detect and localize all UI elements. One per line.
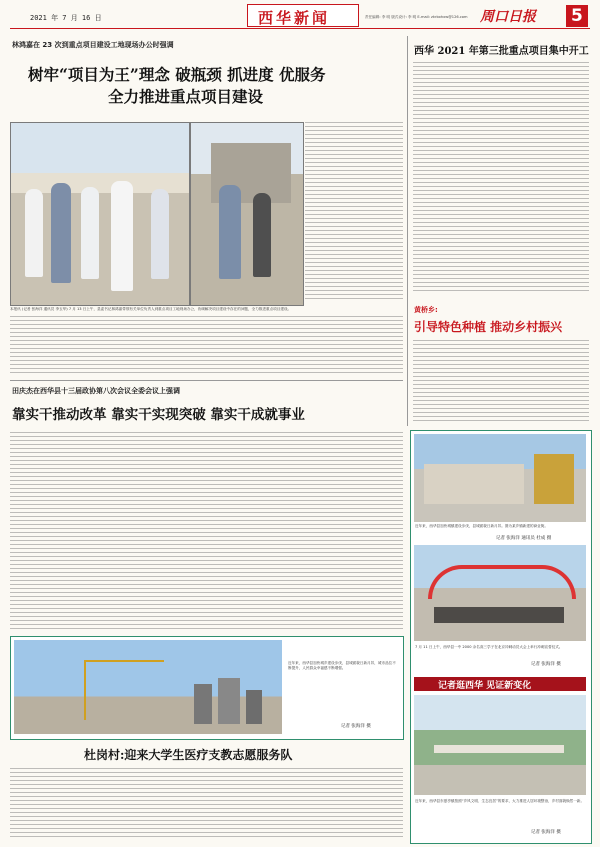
page-number: 5 [571, 6, 583, 26]
story3-photo-frame [10, 636, 404, 740]
right-photo-3-caption: 近年来，西华县东夏亭镇按照“乡风文明、生态宜居”的要求，大力推进人居环境整治，乡村面貌焕然一新。 [415, 799, 585, 803]
story2-body-text [413, 62, 589, 292]
right-photo-column [410, 430, 592, 844]
story1-photo [10, 122, 190, 306]
right-photo-1-caption: 近年来，西华县加快城镇建设步伐，县城面貌日新月异。图为某乡镇新建的商业街。 [415, 524, 548, 528]
story1-kicker: 林鸿嘉在 23 次到重点项目建设工地现场办公时强调 [12, 41, 174, 49]
section-box [247, 4, 359, 27]
story3-top-rule [10, 380, 403, 381]
story1-title-line1: 树牢“项目为王”理念 破瓶颈 抓进度 优服务 [28, 65, 326, 84]
right-photo-2-credit: 记者 张海洋 摄 [531, 662, 561, 667]
story4-title: 杜岗村:迎来大学生医疗支教志愿服务队 [84, 748, 293, 762]
issue-date: 2021 年 7 月 16 日 [30, 14, 102, 22]
story3-body-text [10, 432, 403, 630]
right-photo-3-credit: 记者 张海洋 摄 [531, 830, 561, 835]
right-photo-2-caption: 7 月 11 日上午，西华县一中 2000 余名高三学子在北京冲刺动员大会上举行冲刺宣誓仪式。 [415, 645, 563, 649]
right-photo-1-credit: 记者 张海洋 通讯员 杜成 摄 [496, 536, 552, 541]
story1-photo-2 [190, 122, 304, 306]
story3-photo [14, 640, 282, 734]
story3-photo-caption: 近年来，西华县加快城乡建设步伐，县城面貌日新月异，城市品位不断提升，人民群众幸福感不断增强。 [288, 661, 396, 670]
story2-title: 西华 2021 年第三批重点项目集中开工 [414, 46, 589, 57]
masthead-rule [10, 28, 590, 29]
feature-banner-text: 记者逛西华 见证新变化 [438, 681, 532, 691]
right-photo-1 [414, 434, 586, 522]
right-photo-3 [414, 695, 586, 795]
right-column-rule [407, 36, 408, 426]
story4-body-text [10, 768, 403, 840]
page-number-box [566, 5, 588, 27]
story1-body-text-2 [10, 316, 403, 374]
newspaper-logo: 周口日报 [480, 9, 536, 25]
right-photo-2 [414, 545, 586, 641]
story3-title: 靠实干推动改革 靠实干实现突破 靠实干成就事业 [12, 407, 305, 423]
story1-body-text [305, 122, 403, 302]
editor-line: 责任编辑: 李 明 版式设计: 李 明 E-mail: zkrbxhxw@126.com [365, 15, 468, 19]
feature-banner [414, 677, 586, 691]
section-title: 西华新闻 [258, 9, 331, 27]
story2-kicker: 黄桥乡: [414, 306, 438, 314]
story2-subtitle: 引导特色种植 推动乡村振兴 [414, 320, 563, 334]
masthead [0, 0, 600, 28]
story1-lead: 本报讯 (记者 张海洋 通讯员 李玉华) 7 月 13 日上午，县委书记林鸿嘉带领有关单位负责人到重点项目工地现场办公，协调解决项目建设中存在的问题，全力推进重点项目建设。 [10, 307, 292, 311]
story3-kicker: 田庆杰在西华县十三届政协第八次会议全委会议上强调 [12, 387, 180, 395]
story2b-body-text [413, 340, 589, 424]
story3-photo-credit: 记者 张海洋 摄 [341, 724, 371, 729]
story1-title-line2: 全力推进重点项目建设 [108, 87, 264, 106]
